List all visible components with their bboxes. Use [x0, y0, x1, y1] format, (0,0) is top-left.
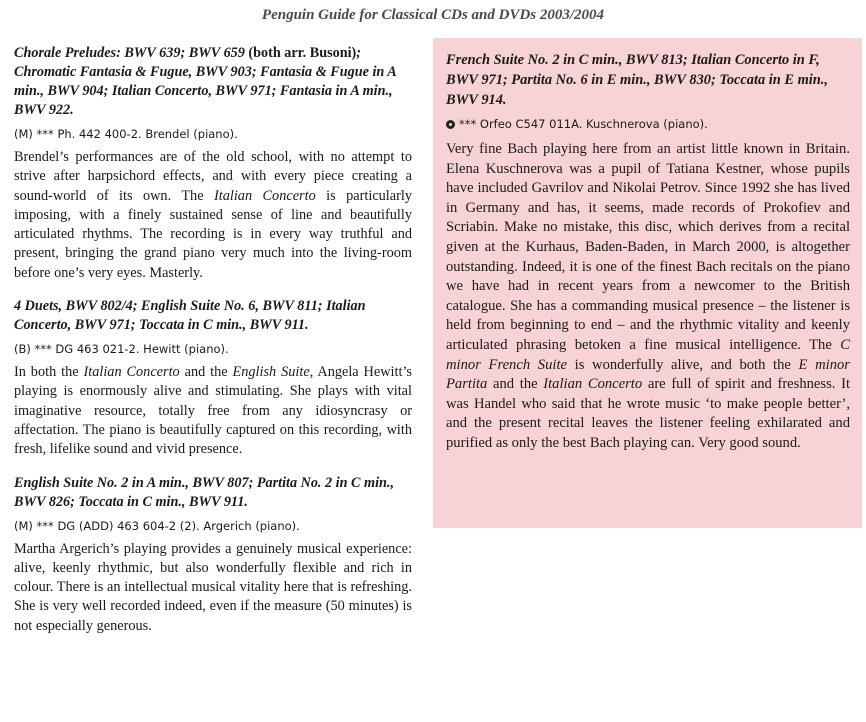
review-text: [446, 140, 850, 454]
review-part: is wonderfully alive, and both the: [566, 356, 799, 373]
work-title: Italian Concerto: [213, 187, 316, 204]
review-part: and the: [179, 364, 233, 381]
recording-listing: (B) *** DG 463 021-2. Hewitt (piano).: [14, 342, 229, 357]
review-part: is particularly imposing, with a finely sustained sense of line and beautifully articulated rhythms. The recording is in every way truthful and present, bringing the grand piano very much into the living-room before one’s very eyes. Masterly.: [14, 187, 413, 281]
entry-heading: English Suite No. 2 in A min., BWV 807; Partita No. 2 in C min., BWV 826; Toccata in C min., BWV 911.: [14, 474, 395, 510]
review-part: are full of spirit and freshness. It was Handel who said that he wrote music ‘to make people better’, and the present recital leaves the listener feeling exhilarated and purified as only the best Bach playing can. Very good sound.: [446, 376, 850, 451]
left-column: [14, 44, 412, 650]
entry-heading: French Suite No. 2 in C min., BWV 813; Italian Concerto in F, BWV 971; Partita No. 6 in E min., BWV 830; Toccata in E min., BWV 914.: [446, 52, 828, 108]
listing-text: *** Orfeo C547 011A. Kuschnerova (piano).: [459, 117, 708, 131]
page-title: Penguin Guide for Classical CDs and DVDs 2003/2004: [261, 7, 605, 23]
review-part: and the: [487, 376, 544, 393]
review-part: In both the: [14, 364, 84, 381]
review-entry-brendel: [14, 44, 412, 283]
review-part: Very fine Bach playing here from an artist little known in Britain. Elena Kuschnerova was a pupil of Tatiana Kestner, whose pupils have included Gavrilov and Nikolai Petrov. Since 1992 she has lived in Germany and has, it seems, made records of Prokofiev and Scriabin. Make no mistake, this disc, which derives from a recital given at the Kurhaus, Baden-Baden, in March 2000, is altogether outstanding. Indeed, it is one of the finest Bach recitals on the piano we have had in recent years from a newcomer to the British catalogue. She has a commanding musical presence – the listener is held from beginning to end – and the rhythmic vitality and keenly articulated phrasing betoken a fine musical intelligence. The: [446, 141, 850, 353]
work-title: E minor Partita: [446, 356, 850, 393]
entry-heading: 4 Duets, BWV 802/4; English Suite No. 6, BWV 811; Italian Concerto, BWV 971; Toccata in C min., BWV 911.: [14, 298, 366, 334]
review-text: [14, 148, 412, 283]
recording-listing: (M) *** DG (ADD) 463 604-2 (2). Argerich (piano).: [14, 518, 300, 533]
review-text: [14, 363, 412, 459]
review-part: Brendel’s performances are of the old school, with no attempt to strive after harpsichord effects, and with every piece creating a sound-world of its own. The: [14, 149, 412, 204]
work-title: English Suite: [232, 364, 310, 381]
entry-heading-arrangement: (both arr. Busoni): [248, 45, 357, 61]
review-entry-argerich: [14, 474, 412, 636]
disc-icon: [446, 120, 455, 129]
review-text: Martha Argerich’s playing provides a genuinely musical experience: alive, keenly rhythmic, but also wonderfully flexible and rich in colour. There is an intellectual musical vitality here that is refreshing. She is very well recorded indeed, even if the measure (50 minutes) is not especially generous.: [14, 540, 412, 634]
entry-heading-part: Chorale Preludes: BWV 639; BWV 659: [14, 45, 249, 61]
review-entry-hewitt: [14, 297, 412, 459]
entry-heading: [14, 44, 412, 120]
review-part: , Angela Hewitt’s playing is enormously alive and stimulating. She plays with vital imaginative resource, totally free from any idiosyncrasy or affectation. The piano is beautifully captured on this recording, with fresh, lifelike sound and vivid presence.: [14, 364, 412, 458]
work-title: Italian Concerto: [543, 376, 643, 393]
highlighted-review-panel: [433, 38, 862, 528]
work-title: C minor French Suite: [446, 336, 850, 373]
work-title: Italian Concerto: [83, 364, 180, 381]
recording-listing: (M) *** Ph. 442 400-2. Brendel (piano).: [14, 127, 238, 141]
recording-listing: [446, 116, 850, 132]
entry-heading-part: ; Chromatic Fantasia & Fugue, BWV 903; Fantasia & Fugue in A min., BWV 904; Italian Concerto, BWV 971; Fantasia in A min., BWV 922.: [14, 45, 396, 118]
